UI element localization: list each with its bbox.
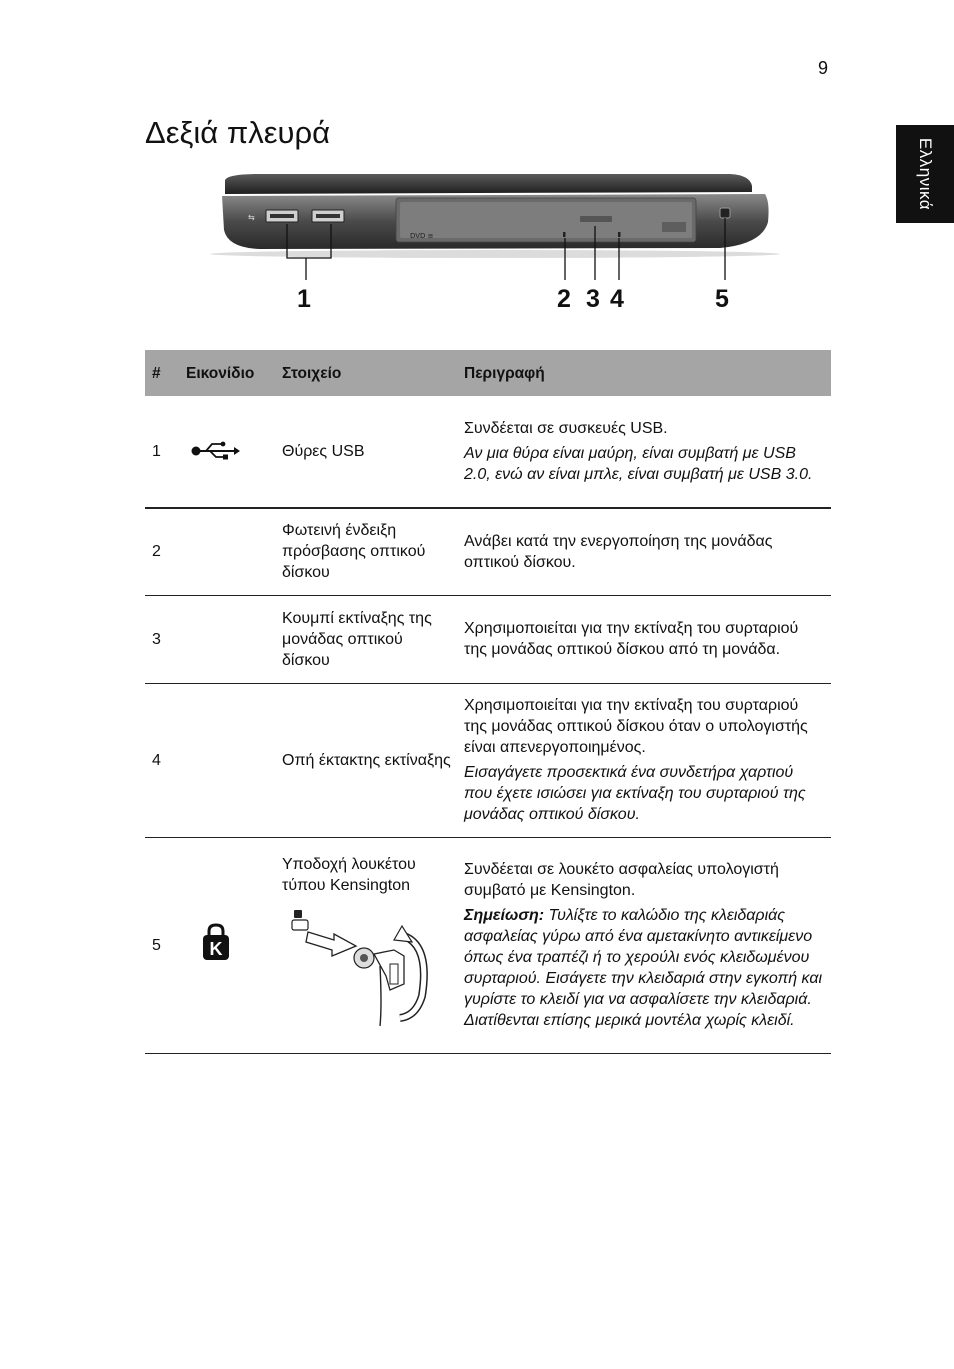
kensington-lock-icon: [200, 922, 232, 962]
note-text: Τυλίξτε το καλώδιο της κλειδαριάς ασφαλείας γύρω από ένα αμετακίνητο αντικείμενο όπως ένα τραπέζι ή το χερούλι ενός κλειδωμένου συρταριού. Εισάγετε την κλειδαριά στην εγκοπή και γυρίστε το κλειδί για να ασφαλίσετε την κλειδαριά. Διατίθενται επίσης μερικά μοντέλα χωρίς κλειδί.: [464, 907, 823, 1029]
description-text: Συνδέεται σε λουκέτο ασφαλείας υπολογιστή συμβατό με Kensington.: [464, 861, 779, 899]
language-tab-label: Ελληνικά: [916, 137, 935, 211]
laptop-right-side-illustration: [200, 172, 790, 322]
row-number: 4: [152, 751, 161, 769]
table-row: [145, 837, 831, 1053]
description-text: Συνδέεται σε συσκευές USB.: [464, 420, 668, 437]
table-row: [145, 683, 831, 837]
kensington-icon-letter: K: [209, 939, 223, 959]
row-item: Θύρες USB: [282, 443, 365, 460]
page-title: Δεξιά πλευρά: [145, 115, 331, 150]
page-number: 9: [818, 58, 829, 78]
header-number: #: [145, 350, 180, 396]
usb-icon: [190, 441, 240, 461]
row-number: 1: [152, 443, 161, 460]
header-item: Στοιχείο: [276, 350, 458, 396]
description-note: Εισαγάγετε προσεκτικά ένα συνδετήρα χαρτιού που έχετε ισιώσει για εκτίναξη του συρταριού της μονάδας οπτικού δίσκου.: [464, 764, 806, 823]
row-icon-cell: [180, 595, 276, 683]
table-header-row: [145, 350, 831, 396]
row-item-cell: [276, 837, 458, 1053]
table-row: [145, 595, 831, 683]
table-row: [145, 508, 831, 595]
callout-emergency: 4: [610, 285, 624, 313]
row-number: 5: [152, 936, 161, 954]
kensington-lock-usage-illustration: [282, 906, 442, 1034]
row-icon-cell: [180, 837, 276, 1053]
description-text: Χρησιμοποιείται για την εκτίναξη του συρταριού της μονάδας οπτικού δίσκου από τη μονάδα.: [464, 620, 799, 658]
row-number: 2: [152, 543, 161, 561]
header-icon: Εικονίδιο: [180, 350, 276, 396]
svg-text:DVD ≡: DVD ≡: [410, 232, 434, 240]
row-icon-cell: [180, 683, 276, 837]
row-description: [458, 837, 831, 1053]
row-description: [458, 683, 831, 837]
note-label: Σημείωση:: [464, 907, 545, 924]
row-icon-cell: [180, 396, 276, 508]
ports-table: [145, 350, 831, 1054]
row-item: Οπή έκτακτης εκτίναξης: [282, 751, 451, 769]
description-note: Αν μια θύρα είναι μαύρη, είναι συμβατή με USB 2.0, ενώ αν είναι μπλε, είναι συμβατή με USB 3.0.: [464, 445, 813, 483]
row-item: Φωτεινή ένδειξη πρόσβασης οπτικού δίσκου: [282, 522, 426, 582]
row-description: [458, 508, 831, 595]
callout-usb: 1: [297, 285, 311, 313]
row-number: 3: [152, 630, 161, 648]
row-icon-cell: [180, 508, 276, 595]
row-item: Υποδοχή λουκέτου τύπου Kensington: [282, 855, 416, 894]
description-text: Χρησιμοποιείται για την εκτίναξη του συρταριού της μονάδας οπτικού δίσκου όταν ο υπολογιστής είναι απενεργοποιημένος.: [464, 697, 808, 756]
callout-led: 2: [557, 285, 571, 313]
header-description: Περιγραφή: [458, 350, 831, 396]
language-tab: [896, 125, 954, 223]
row-item: Κουμπί εκτίναξης της μονάδας οπτικού δίσκου: [282, 609, 432, 669]
row-description: [458, 595, 831, 683]
row-description: [458, 396, 831, 508]
description-note: [464, 905, 825, 1031]
callout-eject: 3: [586, 285, 600, 313]
callout-lock: 5: [715, 285, 729, 313]
table-row: [145, 396, 831, 508]
description-text: Ανάβει κατά την ενεργοποίηση της μονάδας οπτικού δίσκου.: [464, 532, 773, 571]
svg-text:⇆: ⇆: [248, 213, 255, 222]
